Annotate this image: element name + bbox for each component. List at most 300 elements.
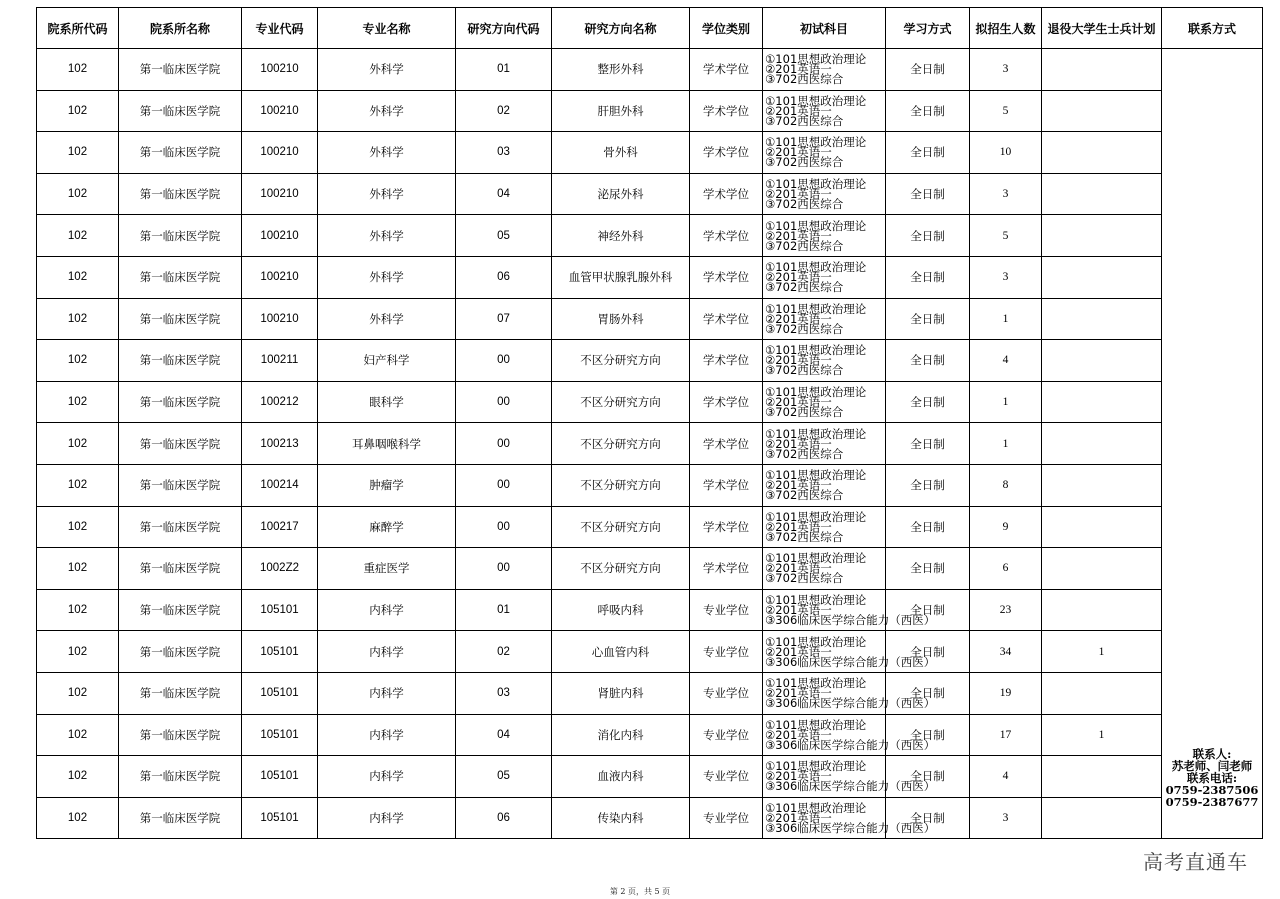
dept-code-cell: 102 — [37, 672, 119, 714]
direction-code-cell: 00 — [456, 506, 552, 548]
exam-subject-line: ②201英语一 — [765, 561, 832, 576]
direction-code-cell: 04 — [456, 714, 552, 756]
dept-name-cell: 第一临床医学院 — [119, 381, 242, 423]
header-degree-type: 学位类别 — [690, 8, 763, 49]
exam-subject-line: ①101思想政治理论 — [765, 301, 867, 316]
dept-name-cell: 第一临床医学院 — [119, 464, 242, 506]
direction-code-cell: 00 — [456, 464, 552, 506]
exam-subject-line: ②201英语一 — [765, 187, 832, 202]
quota-cell: 3 — [970, 256, 1042, 298]
major-code-cell: 100217 — [242, 506, 318, 548]
major-name-cell: 麻醉学 — [318, 506, 456, 548]
header-contact: 联系方式 — [1162, 8, 1263, 49]
exam-subject-line: ②201英语一 — [765, 353, 832, 368]
direction-name-cell: 泌尿外科 — [552, 173, 690, 215]
quota-cell: 1 — [970, 298, 1042, 340]
degree-type-cell: 学术学位 — [690, 132, 763, 174]
exam-subject-line: ②201英语一 — [765, 270, 832, 285]
watermark-text: 高考直通车 — [1143, 850, 1248, 874]
exam-subject-line: ①101思想政治理论 — [765, 343, 867, 358]
direction-name-cell: 不区分研究方向 — [552, 381, 690, 423]
major-name-cell: 外科学 — [318, 90, 456, 132]
header-exam-subjects: 初试科目 — [763, 8, 886, 49]
dept-name-cell: 第一临床医学院 — [119, 49, 242, 91]
veteran-plan-cell: 1 — [1042, 714, 1162, 756]
study-mode-cell: 全日制 — [886, 464, 970, 506]
exam-subject-line: ③702西医综合 — [765, 113, 844, 128]
major-name-cell: 外科学 — [318, 215, 456, 257]
degree-type-cell: 学术学位 — [690, 381, 763, 423]
exam-subjects-cell — [763, 256, 886, 298]
exam-subject-line: ③702西医综合 — [765, 197, 844, 212]
direction-code-cell: 00 — [456, 423, 552, 465]
table-row — [37, 298, 1263, 340]
direction-name-cell: 肾脏内科 — [552, 672, 690, 714]
exam-subject-line: ②201英语一 — [765, 395, 832, 410]
major-name-cell: 内科学 — [318, 672, 456, 714]
veteran-plan-cell — [1042, 298, 1162, 340]
table-row — [37, 797, 1263, 839]
header-major-name: 专业名称 — [318, 8, 456, 49]
exam-subject-line: ③702西医综合 — [765, 72, 844, 87]
study-mode-cell: 全日制 — [886, 506, 970, 548]
exam-subject-line: ③306临床医学综合能力（西医） — [765, 820, 936, 835]
major-name-cell: 外科学 — [318, 49, 456, 91]
study-mode-cell: 全日制 — [886, 90, 970, 132]
table-row — [37, 340, 1263, 382]
major-code-cell: 100210 — [242, 298, 318, 340]
exam-subjects-cell — [763, 423, 886, 465]
exam-subject-line: ②201英语一 — [765, 727, 832, 742]
exam-subject-line: ③702西医综合 — [765, 529, 844, 544]
dept-name-cell: 第一临床医学院 — [119, 423, 242, 465]
study-mode-cell: 全日制 — [886, 589, 970, 631]
veteran-plan-cell — [1042, 256, 1162, 298]
dept-name-cell: 第一临床医学院 — [119, 672, 242, 714]
contact-phone-label: 联系电话: — [1186, 771, 1238, 786]
exam-subject-line: ③306临床医学综合能力（西医） — [765, 779, 936, 794]
major-code-cell: 100210 — [242, 215, 318, 257]
direction-name-cell: 不区分研究方向 — [552, 506, 690, 548]
dept-name-cell: 第一临床医学院 — [119, 298, 242, 340]
dept-code-cell: 102 — [37, 173, 119, 215]
direction-name-cell: 消化内科 — [552, 714, 690, 756]
major-code-cell: 1002Z2 — [242, 548, 318, 590]
dept-code-cell: 102 — [37, 714, 119, 756]
exam-subjects-cell — [763, 298, 886, 340]
veteran-plan-cell — [1042, 49, 1162, 91]
exam-subject-line: ①101思想政治理论 — [765, 717, 867, 732]
table-row — [37, 423, 1263, 465]
header-dept-name: 院系所名称 — [119, 8, 242, 49]
exam-subject-line: ①101思想政治理论 — [765, 426, 867, 441]
dept-code-cell: 102 — [37, 90, 119, 132]
dept-code-cell: 102 — [37, 548, 119, 590]
degree-type-cell: 专业学位 — [690, 589, 763, 631]
header-major-code: 专业代码 — [242, 8, 318, 49]
exam-subject-line: ②201英语一 — [765, 228, 832, 243]
veteran-plan-cell — [1042, 381, 1162, 423]
dept-name-cell: 第一临床医学院 — [119, 797, 242, 839]
study-mode-cell: 全日制 — [886, 256, 970, 298]
direction-name-cell: 神经外科 — [552, 215, 690, 257]
quota-cell: 3 — [970, 173, 1042, 215]
quota-cell: 5 — [970, 90, 1042, 132]
study-mode-cell: 全日制 — [886, 340, 970, 382]
veteran-plan-cell — [1042, 90, 1162, 132]
table-row — [37, 506, 1263, 548]
veteran-plan-cell — [1042, 340, 1162, 382]
dept-name-cell: 第一临床医学院 — [119, 548, 242, 590]
table-row — [37, 589, 1263, 631]
exam-subject-line: ②201英语一 — [765, 311, 832, 326]
direction-name-cell: 血管甲状腺乳腺外科 — [552, 256, 690, 298]
header-study-mode: 学习方式 — [886, 8, 970, 49]
exam-subject-line: ①101思想政治理论 — [765, 593, 867, 608]
contact-phone: 0759-2387677 — [1165, 795, 1259, 810]
header-row — [37, 8, 1263, 49]
exam-subject-line: ①101思想政治理论 — [765, 800, 867, 815]
quota-cell: 17 — [970, 714, 1042, 756]
exam-subject-line: ③702西医综合 — [765, 155, 844, 170]
table-row — [37, 132, 1263, 174]
table-row — [37, 90, 1263, 132]
exam-subject-line: ②201英语一 — [765, 478, 832, 493]
exam-subject-line: ②201英语一 — [765, 62, 832, 77]
quota-cell: 4 — [970, 756, 1042, 798]
major-code-cell: 105101 — [242, 714, 318, 756]
major-name-cell: 外科学 — [318, 298, 456, 340]
exam-subject-line: ③306临床医学综合能力（西医） — [765, 696, 936, 711]
contact-phone: 0759-2387506 — [1165, 783, 1259, 798]
veteran-plan-cell — [1042, 506, 1162, 548]
dept-code-cell: 102 — [37, 797, 119, 839]
exam-subject-line: ③702西医综合 — [765, 321, 844, 336]
degree-type-cell: 学术学位 — [690, 423, 763, 465]
major-code-cell: 105101 — [242, 589, 318, 631]
exam-subject-line: ②201英语一 — [765, 810, 832, 825]
direction-code-cell: 00 — [456, 548, 552, 590]
degree-type-cell: 专业学位 — [690, 797, 763, 839]
exam-subject-line: ②201英语一 — [765, 769, 832, 784]
exam-subject-line: ①101思想政治理论 — [765, 468, 867, 483]
direction-name-cell: 胃肠外科 — [552, 298, 690, 340]
exam-subject-line: ①101思想政治理论 — [765, 218, 867, 233]
veteran-plan-cell — [1042, 548, 1162, 590]
degree-type-cell: 学术学位 — [690, 215, 763, 257]
exam-subject-line: ③702西医综合 — [765, 571, 844, 586]
exam-subject-line: ②201英语一 — [765, 686, 832, 701]
table-row — [37, 49, 1263, 91]
direction-name-cell: 整形外科 — [552, 49, 690, 91]
dept-code-cell: 102 — [37, 756, 119, 798]
page-footer: 第 2 页，共 5 页 — [609, 887, 671, 896]
dept-name-cell: 第一临床医学院 — [119, 756, 242, 798]
dept-name-cell: 第一临床医学院 — [119, 90, 242, 132]
veteran-plan-cell — [1042, 756, 1162, 798]
direction-code-cell: 00 — [456, 381, 552, 423]
major-name-cell: 外科学 — [318, 173, 456, 215]
direction-code-cell: 05 — [456, 215, 552, 257]
veteran-plan-cell — [1042, 797, 1162, 839]
degree-type-cell: 学术学位 — [690, 256, 763, 298]
header-veteran-plan: 退役大学生士兵计划 — [1042, 8, 1162, 49]
exam-subjects-cell — [763, 132, 886, 174]
table-row — [37, 381, 1263, 423]
exam-subject-line: ②201英语一 — [765, 603, 832, 618]
major-name-cell: 眼科学 — [318, 381, 456, 423]
quota-cell: 1 — [970, 381, 1042, 423]
major-code-cell: 105101 — [242, 631, 318, 673]
quota-cell: 5 — [970, 215, 1042, 257]
direction-code-cell: 05 — [456, 756, 552, 798]
veteran-plan-cell — [1042, 132, 1162, 174]
veteran-plan-cell — [1042, 589, 1162, 631]
study-mode-cell: 全日制 — [886, 173, 970, 215]
direction-code-cell: 06 — [456, 256, 552, 298]
exam-subject-line: ①101思想政治理论 — [765, 551, 867, 566]
contact-names: 苏老师、闫老师 — [1171, 759, 1253, 774]
direction-name-cell: 不区分研究方向 — [552, 423, 690, 465]
exam-subject-line: ①101思想政治理论 — [765, 260, 867, 275]
exam-subject-line: ③702西医综合 — [765, 405, 844, 420]
direction-name-cell: 心血管内科 — [552, 631, 690, 673]
quota-cell: 6 — [970, 548, 1042, 590]
direction-name-cell: 不区分研究方向 — [552, 340, 690, 382]
contact-cell — [1162, 49, 1263, 839]
exam-subject-line: ①101思想政治理论 — [765, 177, 867, 192]
dept-name-cell: 第一临床医学院 — [119, 132, 242, 174]
exam-subject-line: ③306临床医学综合能力（西医） — [765, 654, 936, 669]
degree-type-cell: 学术学位 — [690, 340, 763, 382]
major-code-cell: 100210 — [242, 256, 318, 298]
veteran-plan-cell — [1042, 423, 1162, 465]
table-row — [37, 173, 1263, 215]
major-code-cell: 100214 — [242, 464, 318, 506]
exam-subject-line: ②201英语一 — [765, 103, 832, 118]
degree-type-cell: 学术学位 — [690, 298, 763, 340]
major-code-cell: 100210 — [242, 173, 318, 215]
quota-cell: 9 — [970, 506, 1042, 548]
major-name-cell: 内科学 — [318, 714, 456, 756]
direction-code-cell: 03 — [456, 672, 552, 714]
direction-code-cell: 02 — [456, 90, 552, 132]
direction-name-cell: 不区分研究方向 — [552, 548, 690, 590]
study-mode-cell: 全日制 — [886, 298, 970, 340]
dept-code-cell: 102 — [37, 49, 119, 91]
major-code-cell: 105101 — [242, 756, 318, 798]
veteran-plan-cell — [1042, 215, 1162, 257]
dept-code-cell: 102 — [37, 589, 119, 631]
dept-code-cell: 102 — [37, 464, 119, 506]
dept-code-cell: 102 — [37, 423, 119, 465]
dept-code-cell: 102 — [37, 340, 119, 382]
study-mode-cell: 全日制 — [886, 381, 970, 423]
study-mode-cell: 全日制 — [886, 797, 970, 839]
direction-code-cell: 01 — [456, 49, 552, 91]
quota-cell: 4 — [970, 340, 1042, 382]
dept-name-cell: 第一临床医学院 — [119, 173, 242, 215]
veteran-plan-cell — [1042, 672, 1162, 714]
dept-code-cell: 102 — [37, 298, 119, 340]
exam-subject-line: ①101思想政治理论 — [765, 93, 867, 108]
exam-subject-line: ③702西医综合 — [765, 238, 844, 253]
exam-subjects-cell — [763, 90, 886, 132]
exam-subject-line: ②201英语一 — [765, 436, 832, 451]
major-name-cell: 外科学 — [318, 132, 456, 174]
dept-name-cell: 第一临床医学院 — [119, 589, 242, 631]
major-name-cell: 内科学 — [318, 589, 456, 631]
study-mode-cell: 全日制 — [886, 215, 970, 257]
exam-subjects-cell — [763, 215, 886, 257]
table-row — [37, 215, 1263, 257]
direction-code-cell: 03 — [456, 132, 552, 174]
quota-cell: 34 — [970, 631, 1042, 673]
major-code-cell: 100210 — [242, 90, 318, 132]
major-code-cell: 100210 — [242, 132, 318, 174]
dept-name-cell: 第一临床医学院 — [119, 340, 242, 382]
dept-code-cell: 102 — [37, 256, 119, 298]
direction-code-cell: 02 — [456, 631, 552, 673]
degree-type-cell: 学术学位 — [690, 548, 763, 590]
study-mode-cell: 全日制 — [886, 714, 970, 756]
major-code-cell: 105101 — [242, 797, 318, 839]
exam-subject-line: ①101思想政治理论 — [765, 52, 867, 67]
major-name-cell: 耳鼻咽喉科学 — [318, 423, 456, 465]
major-name-cell: 肿瘤学 — [318, 464, 456, 506]
major-code-cell: 100213 — [242, 423, 318, 465]
major-name-cell: 重症医学 — [318, 548, 456, 590]
major-code-cell: 100210 — [242, 49, 318, 91]
exam-subject-line: ③306临床医学综合能力（西医） — [765, 737, 936, 752]
dept-name-cell: 第一临床医学院 — [119, 256, 242, 298]
table-row — [37, 464, 1263, 506]
exam-subjects-cell — [763, 381, 886, 423]
quota-cell: 19 — [970, 672, 1042, 714]
header-quota: 拟招生人数 — [970, 8, 1042, 49]
study-mode-cell: 全日制 — [886, 631, 970, 673]
exam-subject-line: ③306临床医学综合能力（西医） — [765, 613, 936, 628]
exam-subject-line: ③702西医综合 — [765, 280, 844, 295]
exam-subjects-cell — [763, 340, 886, 382]
contact-label: 联系人: — [1192, 747, 1232, 762]
quota-cell: 8 — [970, 464, 1042, 506]
study-mode-cell: 全日制 — [886, 548, 970, 590]
degree-type-cell: 学术学位 — [690, 49, 763, 91]
major-name-cell: 内科学 — [318, 797, 456, 839]
dept-code-cell: 102 — [37, 506, 119, 548]
dept-name-cell: 第一临床医学院 — [119, 714, 242, 756]
degree-type-cell: 专业学位 — [690, 756, 763, 798]
exam-subject-line: ②201英语一 — [765, 644, 832, 659]
table-row — [37, 756, 1263, 798]
exam-subjects-cell — [763, 506, 886, 548]
direction-name-cell: 传染内科 — [552, 797, 690, 839]
dept-name-cell: 第一临床医学院 — [119, 506, 242, 548]
dept-code-cell: 102 — [37, 132, 119, 174]
quota-cell: 10 — [970, 132, 1042, 174]
exam-subject-line: ①101思想政治理论 — [765, 676, 867, 691]
header-direction-name: 研究方向名称 — [552, 8, 690, 49]
dept-name-cell: 第一临床医学院 — [119, 215, 242, 257]
exam-subject-line: ③702西医综合 — [765, 488, 844, 503]
direction-name-cell: 肝胆外科 — [552, 90, 690, 132]
major-name-cell: 外科学 — [318, 256, 456, 298]
exam-subject-line: ②201英语一 — [765, 145, 832, 160]
degree-type-cell: 专业学位 — [690, 714, 763, 756]
exam-subjects-cell — [763, 173, 886, 215]
table-row — [37, 714, 1263, 756]
header-dept-code: 院系所代码 — [37, 8, 119, 49]
quota-cell: 3 — [970, 797, 1042, 839]
enrollment-table — [36, 7, 1263, 839]
direction-code-cell: 01 — [456, 589, 552, 631]
direction-code-cell: 07 — [456, 298, 552, 340]
table-row — [37, 256, 1263, 298]
direction-code-cell: 00 — [456, 340, 552, 382]
degree-type-cell: 学术学位 — [690, 464, 763, 506]
direction-name-cell: 呼吸内科 — [552, 589, 690, 631]
table-row — [37, 631, 1263, 673]
table-row — [37, 672, 1263, 714]
quota-cell: 3 — [970, 49, 1042, 91]
study-mode-cell: 全日制 — [886, 672, 970, 714]
exam-subject-line: ①101思想政治理论 — [765, 759, 867, 774]
major-name-cell: 内科学 — [318, 756, 456, 798]
veteran-plan-cell — [1042, 464, 1162, 506]
degree-type-cell: 学术学位 — [690, 173, 763, 215]
header-direction-code: 研究方向代码 — [456, 8, 552, 49]
direction-code-cell: 04 — [456, 173, 552, 215]
major-name-cell: 内科学 — [318, 631, 456, 673]
table-row — [37, 548, 1263, 590]
direction-code-cell: 06 — [456, 797, 552, 839]
veteran-plan-cell: 1 — [1042, 631, 1162, 673]
study-mode-cell: 全日制 — [886, 132, 970, 174]
quota-cell: 23 — [970, 589, 1042, 631]
direction-name-cell: 骨外科 — [552, 132, 690, 174]
exam-subject-line: ①101思想政治理论 — [765, 385, 867, 400]
exam-subject-line: ①101思想政治理论 — [765, 634, 867, 649]
dept-code-cell: 102 — [37, 381, 119, 423]
direction-name-cell: 血液内科 — [552, 756, 690, 798]
direction-name-cell: 不区分研究方向 — [552, 464, 690, 506]
major-code-cell: 105101 — [242, 672, 318, 714]
major-code-cell: 100212 — [242, 381, 318, 423]
degree-type-cell: 专业学位 — [690, 631, 763, 673]
degree-type-cell: 专业学位 — [690, 672, 763, 714]
study-mode-cell: 全日制 — [886, 756, 970, 798]
exam-subject-line: ③702西医综合 — [765, 446, 844, 461]
degree-type-cell: 学术学位 — [690, 506, 763, 548]
exam-subjects-cell — [763, 49, 886, 91]
exam-subjects-cell — [763, 548, 886, 590]
dept-name-cell: 第一临床医学院 — [119, 631, 242, 673]
degree-type-cell: 学术学位 — [690, 90, 763, 132]
study-mode-cell: 全日制 — [886, 423, 970, 465]
exam-subject-line: ③702西医综合 — [765, 363, 844, 378]
major-code-cell: 100211 — [242, 340, 318, 382]
veteran-plan-cell — [1042, 173, 1162, 215]
major-name-cell: 妇产科学 — [318, 340, 456, 382]
study-mode-cell: 全日制 — [886, 49, 970, 91]
exam-subject-line: ②201英语一 — [765, 519, 832, 534]
quota-cell: 1 — [970, 423, 1042, 465]
exam-subject-line: ①101思想政治理论 — [765, 135, 867, 150]
dept-code-cell: 102 — [37, 215, 119, 257]
exam-subjects-cell — [763, 464, 886, 506]
exam-subject-line: ①101思想政治理论 — [765, 509, 867, 524]
